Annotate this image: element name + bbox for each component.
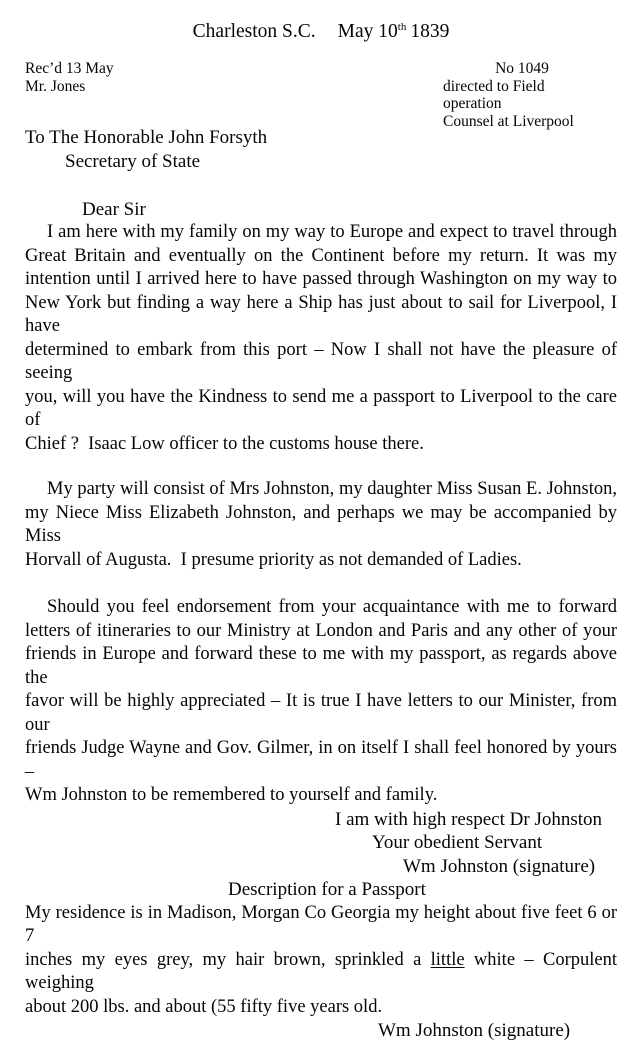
description-line-2-post: white – Corpulent weighing [25, 949, 617, 993]
letter-line: my Niece Miss Elizabeth Johnston, and perhaps we may be accompanied by Miss [25, 502, 617, 546]
description-heading: Description for a Passport [228, 879, 426, 900]
paragraph-2 [25, 478, 617, 572]
letter-line: My party will consist of Mrs Johnston, my daughter Miss Susan E. Johnston, [47, 479, 617, 499]
letter-line: New York but finding a way here a Ship has just about to sail for Liverpool, I have [25, 292, 617, 336]
addressee-title: Secretary of State [65, 150, 201, 172]
letter-line: letters of itineraries to our Ministry at London and Paris and any other of your [25, 620, 617, 641]
dateline-date-superscript: th [397, 21, 407, 33]
description-line-2 [25, 949, 617, 996]
description-line-1: My residence is in Madison, Morgan Co Georgia my height about five feet 6 or 7 [25, 902, 617, 946]
description-line-3: about 200 lbs. and about (55 fifty five years old. [25, 996, 383, 1017]
letter-body [25, 221, 617, 1043]
paragraph-3 [25, 596, 617, 808]
reference-location: Counsel at Liverpool [443, 112, 574, 130]
dateline [25, 20, 617, 44]
letter-line: friends in Europe and forward these to me with my passport, as regards above the [25, 644, 617, 688]
paragraph-1 [25, 221, 617, 456]
reference-block [443, 60, 601, 130]
dateline-year: 1839 [410, 21, 450, 42]
letter-line: determined to embark from this port – Now I shall not have the pleasure of seeing [25, 339, 617, 383]
closing-respect-line: I am with high respect Dr Johnston [335, 808, 603, 830]
underlined-word: little [430, 949, 465, 970]
header-annotations [25, 60, 617, 130]
letter-line: friends Judge Wayne and Gov. Gilmer, in on itself I shall feel honored by yours – [25, 738, 617, 782]
letter-line: I am here with my family on my way to Europe and expect to travel through [47, 222, 617, 242]
letter-line: Horvall of Augusta. I presume priority as not demanded of Ladies. [25, 549, 522, 570]
letter-line: intention until I arrived here to have passed through Washington on my way to [25, 269, 617, 289]
final-signature: Wm Johnston (signature) [378, 1020, 571, 1041]
reference-direction: directed to Field operation [443, 77, 545, 112]
received-date: Rec’d 13 May [25, 60, 114, 77]
description-line-2-pre: inches my eyes grey, my hair brown, sprinkled a [25, 949, 431, 970]
closing-servant-line: Your obedient Servant [372, 832, 543, 853]
salutation: Dear Sir [82, 198, 146, 220]
dateline-date [338, 21, 450, 42]
letter-line: favor will be highly appreciated – It is true I have letters to our Minister, from our [25, 691, 617, 735]
received-block [25, 60, 114, 130]
received-by: Mr. Jones [25, 77, 86, 95]
dateline-date-main: May 10 [337, 21, 398, 42]
letter-line: Wm Johnston to be remembered to yourself and family. [25, 785, 438, 805]
letter-line: Great Britain and eventually on the Continent before my return. It was my [25, 245, 617, 266]
closing-signature: Wm Johnston (signature) [403, 855, 596, 877]
addressee-block [25, 126, 617, 173]
letter-line: you, will you have the Kindness to send me a passport to Liverpool to the care of [25, 386, 617, 430]
addressee-name: To The Honorable John Forsyth [25, 127, 268, 148]
reference-number: No 1049 [495, 60, 549, 77]
letter-line: Should you feel endorsement from your acquaintance with me to forward [47, 597, 617, 617]
dateline-place: Charleston S.C. [192, 21, 316, 42]
letter-line: Chief ? Isaac Low officer to the customs house there. [25, 433, 424, 454]
